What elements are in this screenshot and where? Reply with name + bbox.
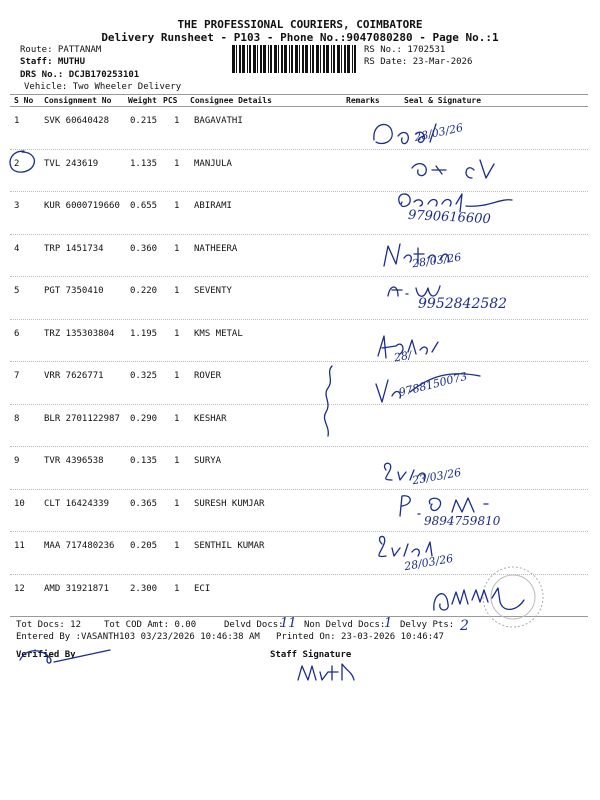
row-weight: 1.135 bbox=[130, 158, 158, 169]
row-pcs: 1 bbox=[174, 413, 180, 424]
row7-handwritten-phone: 9788150073 bbox=[397, 369, 469, 400]
row5-handwritten-phone: 9952842582 bbox=[418, 296, 508, 312]
row-consignee: SENTHIL KUMAR bbox=[194, 541, 265, 551]
row-weight: 1.195 bbox=[130, 328, 158, 339]
row-consignee: ABIRAMI bbox=[194, 201, 232, 211]
drs-label: DRS No.: DCJB170253101 bbox=[20, 70, 140, 80]
row-pcs: 1 bbox=[174, 158, 180, 169]
row-pcs: 1 bbox=[174, 541, 180, 551]
row-consignment: TRP 1451734 bbox=[44, 243, 104, 254]
row-sno: 5 bbox=[14, 286, 20, 296]
row-sno: 6 bbox=[14, 328, 20, 339]
sno-circle-mark bbox=[6, 148, 38, 176]
delivery-points-label: Delvy Pts: bbox=[400, 620, 455, 630]
row11-handwritten-date: 28/03/26 bbox=[403, 551, 455, 574]
row-weight: 0.290 bbox=[130, 413, 158, 424]
row-consignee: SURYA bbox=[194, 456, 222, 466]
route-label: Route: PATTANAM bbox=[20, 45, 102, 55]
table-row bbox=[10, 319, 588, 361]
table-row bbox=[10, 446, 588, 488]
row-weight: 0.135 bbox=[130, 456, 158, 466]
row-weight: 0.205 bbox=[130, 541, 158, 551]
staff-label: Staff: MUTHU bbox=[20, 57, 86, 67]
rs-number: RS No.: 1702531 bbox=[364, 45, 446, 55]
row-weight: 0.360 bbox=[130, 243, 158, 254]
row-pcs: 1 bbox=[174, 498, 180, 509]
row6-handwritten-mark: 28/ bbox=[393, 348, 413, 365]
row-consignee: KESHAR bbox=[194, 413, 227, 424]
row-weight: 0.220 bbox=[130, 286, 158, 296]
row-weight: 0.325 bbox=[130, 371, 158, 381]
staff-signature bbox=[294, 660, 364, 686]
total-docs: Tot Docs: 12 bbox=[16, 620, 82, 630]
col-header-consignee: Consignee Details bbox=[190, 96, 272, 105]
row-consignment: AMD 31921871 bbox=[44, 583, 110, 594]
row-divider bbox=[10, 234, 588, 235]
row-consignee: SURESH KUMJAR bbox=[194, 498, 265, 509]
rs-date: RS Date: 23-Mar-2026 bbox=[364, 57, 473, 67]
row-consignment: VRR 7626771 bbox=[44, 371, 104, 381]
row-consignee: ROVER bbox=[194, 371, 222, 381]
row-consignee: NATHEERA bbox=[194, 243, 238, 254]
row-consignment: PGT 7350410 bbox=[44, 286, 104, 296]
row-pcs: 1 bbox=[174, 371, 180, 381]
non-delivered-docs-handwritten: 1 bbox=[384, 616, 393, 631]
row-weight: 0.215 bbox=[130, 116, 158, 126]
row-sno: 9 bbox=[14, 456, 20, 466]
row-weight: 0.655 bbox=[130, 201, 158, 211]
row-sno: 12 bbox=[14, 583, 25, 594]
row-weight: 2.300 bbox=[130, 583, 158, 594]
row1-handwritten-date: 28/03/26 bbox=[413, 121, 465, 144]
delivered-docs-label: Delvd Docs: bbox=[224, 620, 284, 630]
non-delivered-docs-label: Non Delvd Docs: bbox=[304, 620, 386, 630]
row-sno: 10 bbox=[14, 498, 25, 509]
table-top-border bbox=[10, 94, 588, 95]
row-sno: 8 bbox=[14, 413, 20, 424]
row10-handwritten-phone: 9894759810 bbox=[424, 514, 501, 528]
row-consignment: TVR 4396538 bbox=[44, 456, 104, 466]
row4-handwritten-date: 28/03/26 bbox=[411, 250, 463, 271]
row-pcs: 1 bbox=[174, 243, 180, 254]
col-header-consignment: Consignment No bbox=[44, 96, 112, 105]
row-pcs: 1 bbox=[174, 583, 180, 594]
verified-by-label: Verified By bbox=[16, 650, 76, 660]
row-consignment: SVK 60640428 bbox=[44, 116, 110, 126]
row-divider bbox=[10, 276, 588, 277]
row-sno: 11 bbox=[14, 541, 25, 551]
row-weight: 0.365 bbox=[130, 498, 158, 509]
row-sno: 3 bbox=[14, 201, 20, 211]
printed-on: Printed On: 23-03-2026 10:46:47 bbox=[276, 632, 444, 642]
row-sno: 7 bbox=[14, 371, 20, 381]
row-consignee: SEVENTY bbox=[194, 286, 232, 296]
row-sno: 4 bbox=[14, 243, 20, 254]
col-header-weight: Weight bbox=[128, 96, 157, 105]
delivery-points-handwritten: 2 bbox=[460, 618, 469, 634]
row-sno: 1 bbox=[14, 116, 20, 126]
row-consignment: TRZ 135303804 bbox=[44, 328, 115, 339]
row-consignment: TVL 243619 bbox=[44, 158, 99, 169]
row-consignment: MAA 717480236 bbox=[44, 541, 115, 551]
runsheet-subtitle: Delivery Runsheet - P103 - Phone No.:9047080280 - Page No.:1 bbox=[101, 31, 499, 44]
entered-by: Entered By :VASANTH103 03/23/2026 10:46:38 AM bbox=[16, 632, 260, 642]
col-header-remarks: Remarks bbox=[346, 96, 380, 105]
verified-by-signature bbox=[14, 644, 114, 670]
col-header-seal: Seal & Signature bbox=[404, 96, 482, 105]
signature-row-12 bbox=[428, 574, 548, 618]
row-consignee: BAGAVATHI bbox=[194, 116, 243, 126]
row-consignee: KMS METAL bbox=[194, 328, 243, 339]
col-header-sno: S No bbox=[14, 96, 34, 105]
row3-handwritten-phone: 9790616600 bbox=[407, 207, 492, 228]
row-pcs: 1 bbox=[174, 286, 180, 296]
row-consignment: BLR 2701122987 bbox=[44, 413, 120, 424]
row-consignment: CLT 16424339 bbox=[44, 498, 110, 509]
row-pcs: 1 bbox=[174, 201, 180, 211]
vehicle-label: Vehicle: Two Wheeler Delivery bbox=[24, 82, 182, 92]
company-title: THE PROFESSIONAL COURIERS, COIMBATORE bbox=[177, 18, 423, 31]
row-divider bbox=[10, 531, 588, 532]
row-consignee: ECI bbox=[194, 583, 211, 594]
row-divider bbox=[10, 446, 588, 447]
row-divider bbox=[10, 319, 588, 320]
barcode-icon bbox=[232, 45, 360, 73]
staff-signature-label: Staff Signature bbox=[270, 650, 352, 660]
row-consignment: KUR 6000719660 bbox=[44, 201, 120, 211]
row9-handwritten-date: 23/03/26 bbox=[411, 465, 463, 488]
remarks-bracket-mark bbox=[318, 362, 338, 442]
row-consignee: MANJULA bbox=[194, 158, 232, 169]
row-pcs: 1 bbox=[174, 328, 180, 339]
row-pcs: 1 bbox=[174, 456, 180, 466]
row-pcs: 1 bbox=[174, 116, 180, 126]
total-cod-amount: Tot COD Amt: 0.00 bbox=[104, 620, 197, 630]
delivered-docs-handwritten: 11 bbox=[280, 616, 297, 631]
col-header-pcs: PCS bbox=[163, 96, 178, 105]
row-sno: 2 bbox=[14, 158, 20, 169]
